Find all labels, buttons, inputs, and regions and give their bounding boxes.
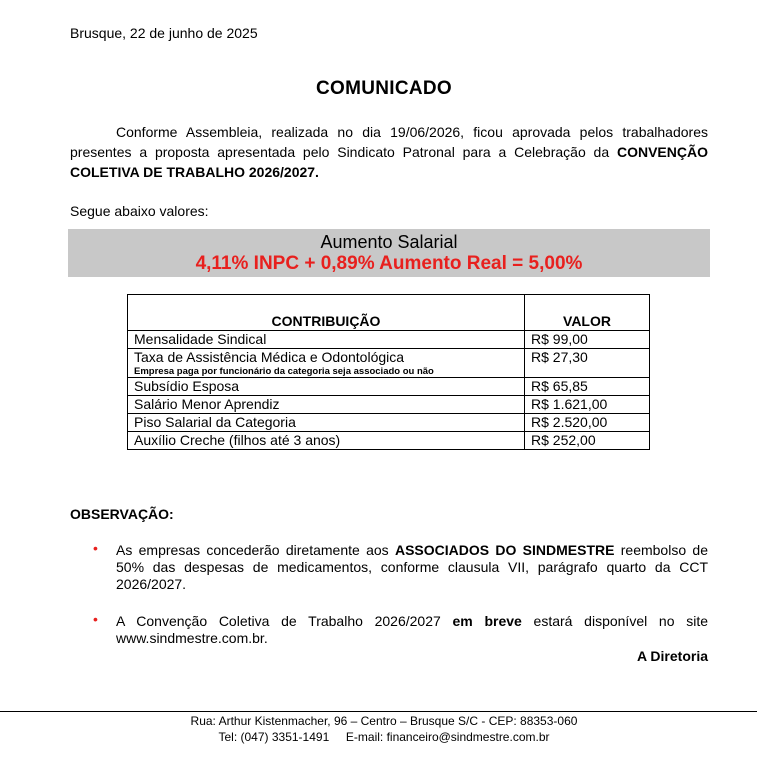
- bullet-icon: •: [93, 611, 98, 627]
- observation-item-2: [116, 613, 708, 647]
- row-label-cell: [128, 349, 525, 378]
- table-row: [128, 349, 650, 378]
- item1-bold-text: ASSOCIADOS DO SINDMESTRE: [394, 542, 615, 558]
- bullet-icon: •: [93, 540, 98, 556]
- intro-paragraph: [70, 122, 708, 182]
- row-value: R$ 1.621,00: [525, 396, 650, 414]
- table-row: [128, 396, 650, 414]
- column-header-value: VALOR: [525, 295, 650, 331]
- row-value: R$ 252,00: [525, 432, 650, 450]
- paragraph-text: Conforme Assembleia, realizada no dia 19/06/2026, ficou aprovada pelos trabalhadores presentes a proposta apresentada pelo Sindicato Patronal para a Celebração da: [70, 124, 708, 160]
- footer-contact: Tel: (047) 3351-1491 E-mail: financeiro@sindmestre.com.br: [218, 730, 550, 744]
- contribution-table: [127, 294, 650, 450]
- banner-title: Aumento Salarial: [320, 232, 458, 252]
- row-value: R$ 27,30: [525, 349, 650, 378]
- paragraph-bold-text: CONVENÇÃO COLETIVA DE TRABALHO 2026/2027.: [70, 144, 708, 180]
- item1-text-cont: reembolso de 50% das despesas de medicamentos, conforme clausula VII, parágrafo quarto da CCT 2026/2027.: [116, 542, 708, 592]
- observation-item-1: [116, 542, 708, 593]
- item2-text-cont: estará disponível no site www.sindmestre.com.br.: [116, 613, 709, 646]
- row-label: Salário Menor Aprendiz: [128, 396, 525, 414]
- row-label: Auxílio Creche (filhos até 3 anos): [128, 432, 525, 450]
- row-value: R$ 2.520,00: [525, 414, 650, 432]
- row-label: Taxa de Assistência Médica e Odontológica: [134, 349, 405, 365]
- salary-increase-banner: [68, 229, 710, 277]
- item2-bold-text: em breve: [452, 613, 522, 629]
- values-intro: Segue abaixo valores:: [70, 203, 209, 219]
- item1-text: As empresas concederão diretamente aos: [116, 542, 389, 558]
- table-row: [128, 331, 650, 349]
- row-label: Mensalidade Sindical: [128, 331, 525, 349]
- column-header-contribution: CONTRIBUIÇÃO: [128, 295, 525, 331]
- document-date: Brusque, 22 de junho de 2025: [70, 25, 258, 41]
- item2-text: A Convenção Coletiva de Trabalho 2026/2027: [116, 613, 441, 629]
- row-value: R$ 65,85: [525, 378, 650, 396]
- row-label: Subsídio Esposa: [128, 378, 525, 396]
- table-row: [128, 432, 650, 450]
- footer-address: Rua: Arthur Kistenmacher, 96 – Centro – Brusque S/C - CEP: 88353-060: [190, 714, 578, 728]
- document-title: COMUNICADO: [316, 78, 452, 99]
- row-value: R$ 99,00: [525, 331, 650, 349]
- banner-highlight: 4,11% INPC + 0,89% Aumento Real = 5,00%: [195, 253, 583, 274]
- footer-divider: [0, 711, 757, 712]
- table-row: [128, 414, 650, 432]
- row-label: Piso Salarial da Categoria: [128, 414, 525, 432]
- observation-heading: OBSERVAÇÃO:: [70, 506, 174, 522]
- signature: A Diretoria: [636, 648, 708, 664]
- table-row: [128, 378, 650, 396]
- row-note: Empresa paga por funcionário da categoria seja associado ou não: [134, 366, 434, 377]
- table-header-row: [128, 295, 650, 331]
